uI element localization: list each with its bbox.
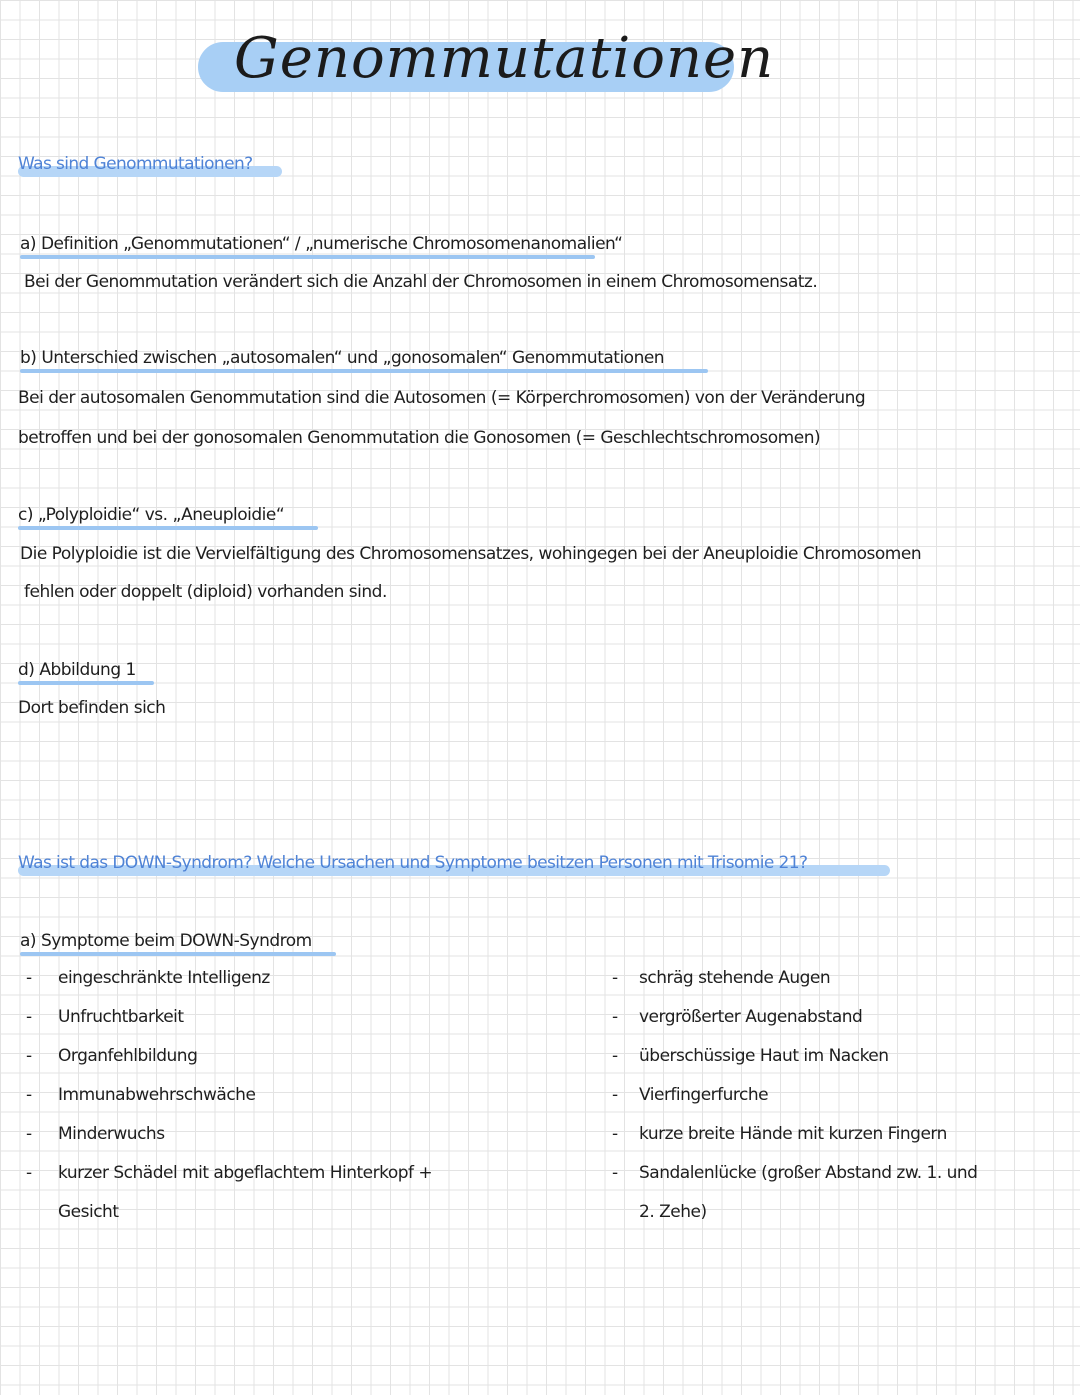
list-dash: - <box>612 968 618 988</box>
section2-a-underline <box>20 952 336 956</box>
section2-heading-text: Was ist das DOWN-Syndrom? Welche Ursachen und Symptome besitzen Personen mit Trisomie 21? <box>18 853 808 873</box>
list-dash: - <box>26 1046 32 1066</box>
list-item <box>26 968 526 1007</box>
page-title: Genommutationen <box>234 26 775 91</box>
section2-heading <box>18 853 807 873</box>
list-dash: - <box>26 1007 32 1027</box>
list-dash: - <box>612 1124 618 1144</box>
list-dash: - <box>612 1007 618 1027</box>
list-item <box>26 1085 526 1124</box>
list-dash: - <box>612 1085 618 1105</box>
list-item-text: überschüssige Haut im Nacken <box>639 1046 889 1066</box>
section1-c-underline <box>18 526 318 530</box>
list-item <box>612 1163 1072 1222</box>
list-item-text: Unfruchtbarkeit <box>58 1007 184 1027</box>
section1-b-underline <box>20 369 708 373</box>
section1-c-line1: Die Polyploidie ist die Vervielfältigung des Chromosomensatzes, wohingegen bei der Aneuploidie Chromosomen <box>20 544 922 564</box>
list-item-text: Minderwuchs <box>58 1124 165 1144</box>
section1-a-underline <box>20 255 595 259</box>
list-item <box>612 1124 1072 1163</box>
list-item-text: Immunabwehrschwäche <box>58 1085 256 1105</box>
section1-b-heading-text: b) Unterschied zwischen „autosomalen“ und „gonosomalen“ Genommutationen <box>20 348 665 368</box>
list-item <box>26 1124 526 1163</box>
list-item-text: Sandalenlücke (großer Abstand zw. 1. und <box>639 1163 978 1183</box>
section1-b-heading <box>20 348 664 368</box>
section1-b-line2: betroffen und bei der gonosomalen Genommutation die Gonosomen (= Geschlechtschromosomen) <box>18 428 821 448</box>
section1-d-text: Dort befinden sich <box>18 698 166 718</box>
list-item-text: kurzer Schädel mit abgeflachtem Hinterkopf + <box>58 1163 433 1183</box>
list-item-text-continued: Gesicht <box>58 1202 119 1222</box>
section1-c-heading <box>18 505 284 525</box>
section1-d-heading <box>18 660 136 680</box>
list-item-text: kurze breite Hände mit kurzen Fingern <box>639 1124 947 1144</box>
list-dash: - <box>26 968 32 988</box>
section2-a-heading-text: a) Symptome beim DOWN-Syndrom <box>20 931 312 951</box>
list-item <box>26 1007 526 1046</box>
section1-a-heading-text: a) Definition „Genommutationen“ / „numerische Chromosomenanomalien“ <box>20 234 623 254</box>
list-item-text: Organfehlbildung <box>58 1046 198 1066</box>
list-item <box>612 1085 1072 1124</box>
list-item-text: eingeschränkte Intelligenz <box>58 968 270 988</box>
list-dash: - <box>26 1124 32 1144</box>
list-item-text: Vierfingerfurche <box>639 1085 769 1105</box>
section1-d-underline <box>18 681 154 685</box>
list-dash: - <box>26 1085 32 1105</box>
list-item-text: schräg stehende Augen <box>639 968 831 988</box>
section1-b-line1: Bei der autosomalen Genommutation sind die Autosomen (= Körperchromosomen) von der Veränderung <box>18 388 866 408</box>
list-item-text: vergrößerter Augenabstand <box>639 1007 863 1027</box>
symptoms-right-list <box>612 968 1072 1222</box>
section1-d-heading-text: d) Abbildung 1 <box>18 660 136 680</box>
list-item-text-continued: 2. Zehe) <box>639 1202 707 1222</box>
symptoms-left-list <box>26 968 526 1222</box>
list-item <box>612 968 1072 1007</box>
list-dash: - <box>612 1163 618 1183</box>
section1-heading-text: Was sind Genommutationen? <box>18 154 253 174</box>
list-item <box>26 1046 526 1085</box>
section2-a-heading <box>20 931 312 951</box>
list-item <box>612 1007 1072 1046</box>
section1-a-heading <box>20 234 622 254</box>
section1-a-text: Bei der Genommutation verändert sich die Anzahl der Chromosomen in einem Chromosomensatz. <box>24 272 818 292</box>
list-item <box>612 1046 1072 1085</box>
list-dash: - <box>26 1163 32 1183</box>
list-dash: - <box>612 1046 618 1066</box>
section1-c-heading-text: c) „Polyploidie“ vs. „Aneuploidie“ <box>18 505 285 525</box>
section1-c-line2: fehlen oder doppelt (diploid) vorhanden sind. <box>24 582 387 602</box>
title-block <box>198 26 775 94</box>
list-item <box>26 1163 526 1222</box>
section1-heading <box>18 154 253 174</box>
